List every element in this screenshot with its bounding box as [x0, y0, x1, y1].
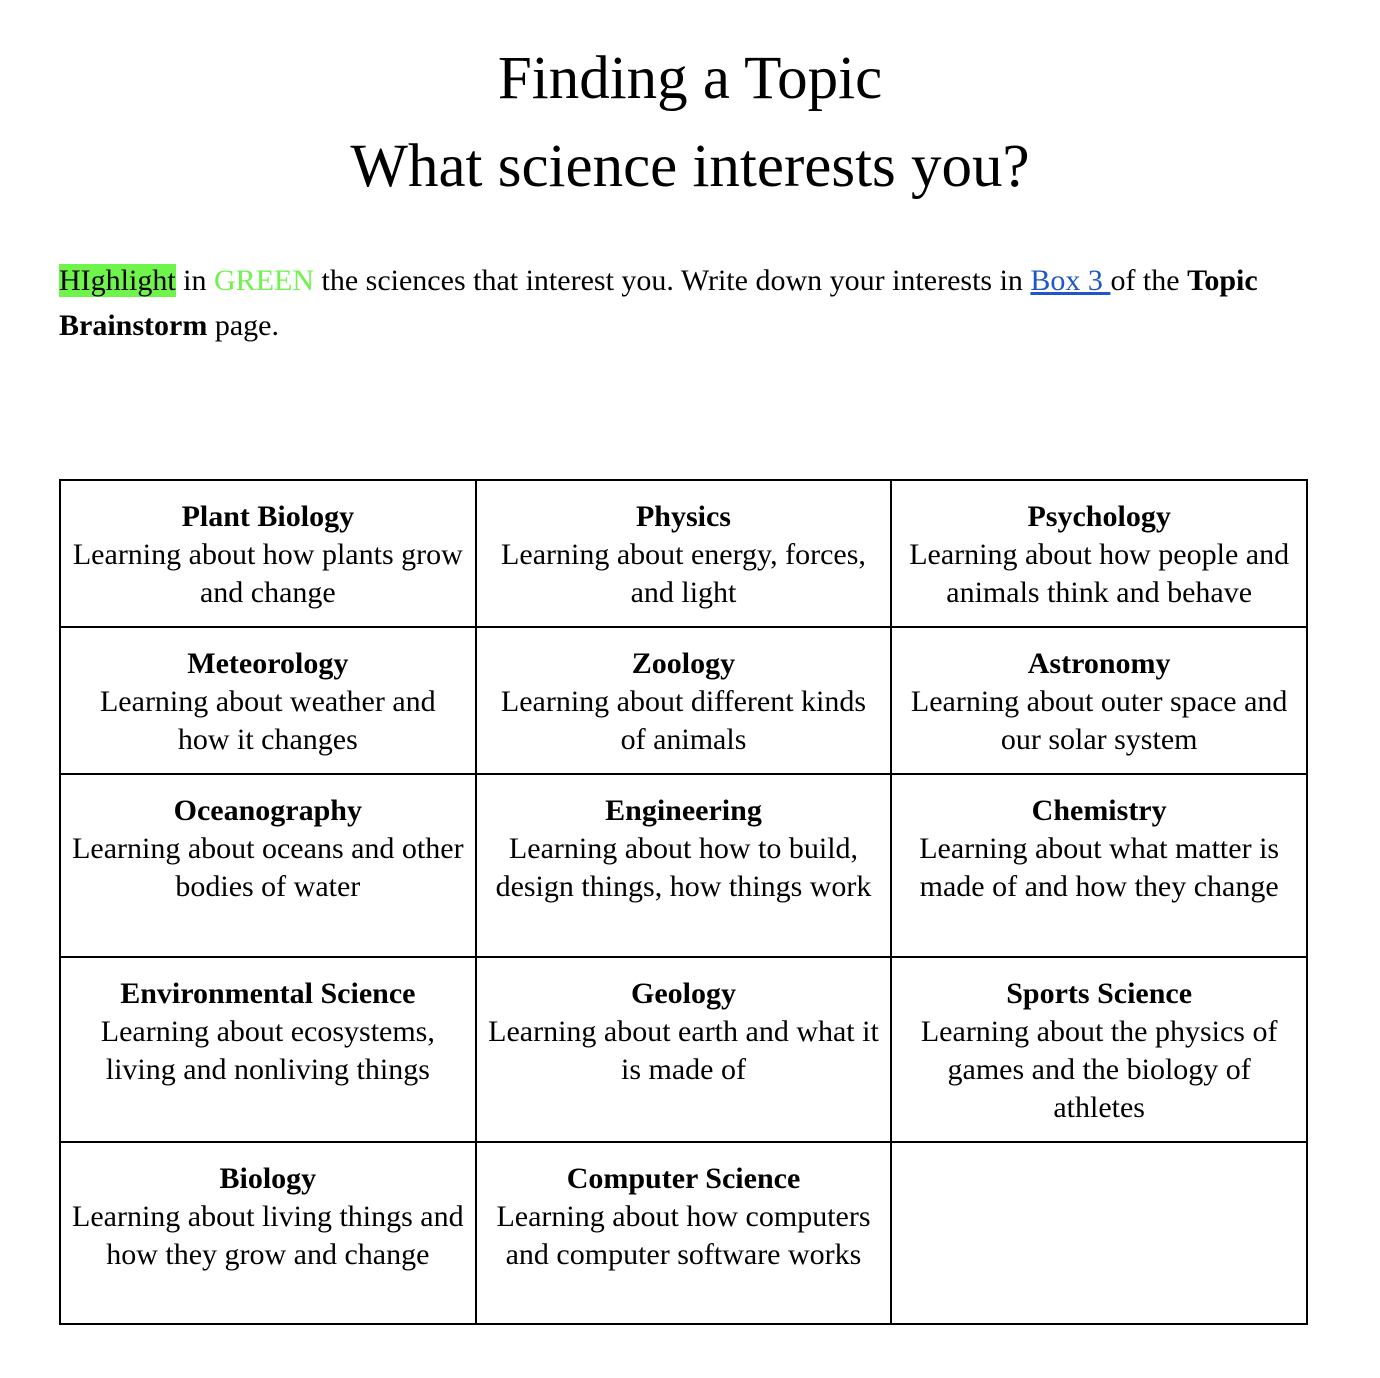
instructions-text: page.	[207, 309, 279, 342]
topic-cell[interactable]	[476, 774, 892, 957]
topic-description: Learning about oceans and other bodies of water	[72, 832, 464, 903]
instructions-text: the sciences that interest you. Write down your interests in	[314, 264, 1031, 297]
topic-cell[interactable]	[476, 957, 892, 1142]
box-3-link[interactable]: Box 3	[1030, 264, 1111, 297]
topic-cell[interactable]	[891, 774, 1307, 957]
table-row	[60, 957, 1307, 1142]
topic-title: Oceanography	[173, 794, 362, 827]
table-row	[60, 1142, 1307, 1324]
topic-description: Learning about how computers and computer software works	[496, 1200, 871, 1271]
topic-cell[interactable]	[476, 480, 892, 627]
topic-description: Learning about earth and what it is made of	[488, 1015, 879, 1086]
topic-description: Learning about what matter is made of and how they change	[919, 832, 1280, 903]
topic-description: Learning about energy, forces, and light	[501, 538, 866, 609]
topic-cell[interactable]	[60, 957, 476, 1142]
instructions-paragraph	[59, 258, 1319, 348]
table-row	[60, 480, 1307, 627]
highlighted-word: HIghlight	[59, 264, 176, 297]
topic-description: Learning about living things and how they grow and change	[72, 1200, 464, 1271]
topic-title: Meteorology	[187, 647, 349, 680]
topic-description: Learning about outer space and our solar system	[910, 685, 1288, 756]
topic-cell[interactable]	[60, 774, 476, 957]
topic-cell[interactable]	[60, 480, 476, 627]
topic-cell[interactable]	[476, 1142, 892, 1324]
topic-title: Computer Science	[566, 1162, 801, 1195]
empty-cell[interactable]	[891, 1142, 1307, 1324]
instructions-text: of the	[1110, 264, 1188, 297]
topic-title: Astronomy	[1027, 647, 1171, 680]
topic-title: Psychology	[1027, 500, 1171, 533]
topic-title: Biology	[219, 1162, 317, 1195]
page-subtitle: What science interests you?	[350, 133, 1030, 200]
topic-title: Engineering	[605, 794, 762, 827]
topic-title: Geology	[630, 977, 736, 1010]
instructions-text: in	[175, 264, 215, 297]
topic-title: Zoology	[631, 647, 736, 680]
table-row	[60, 627, 1307, 774]
topic-description: Learning about different kinds of animals	[500, 685, 867, 756]
topic-description: Learning about the physics of games and the biology of athletes	[920, 1015, 1278, 1124]
topic-title: Physics	[635, 500, 731, 533]
topic-title: Chemistry	[1031, 794, 1167, 827]
topic-description: Learning about ecosystems, living and nonliving things	[100, 1015, 435, 1086]
science-topics-table	[59, 479, 1308, 1325]
topic-description: Learning about how people and animals think and behave	[909, 538, 1290, 609]
topic-description: Learning about how plants grow and change	[72, 538, 463, 609]
green-word: GREEN	[214, 264, 315, 297]
topic-title: Environmental Science	[120, 977, 416, 1010]
table-row	[60, 774, 1307, 957]
topic-description: Learning about weather and how it changes	[99, 685, 436, 756]
topic-cell[interactable]	[891, 627, 1307, 774]
topic-cell[interactable]	[60, 627, 476, 774]
topic-cell[interactable]	[60, 1142, 476, 1324]
topic-cell[interactable]	[891, 480, 1307, 627]
topic-cell[interactable]	[476, 627, 892, 774]
topic-title: Sports Science	[1006, 977, 1193, 1010]
topic-brainstorm-label: Topic Brainstorm	[59, 264, 1258, 342]
topic-title: Plant Biology	[181, 500, 355, 533]
topic-cell[interactable]	[891, 957, 1307, 1142]
topic-description: Learning about how to build, design things, how things work	[495, 832, 872, 903]
page-title: Finding a Topic	[497, 45, 883, 112]
